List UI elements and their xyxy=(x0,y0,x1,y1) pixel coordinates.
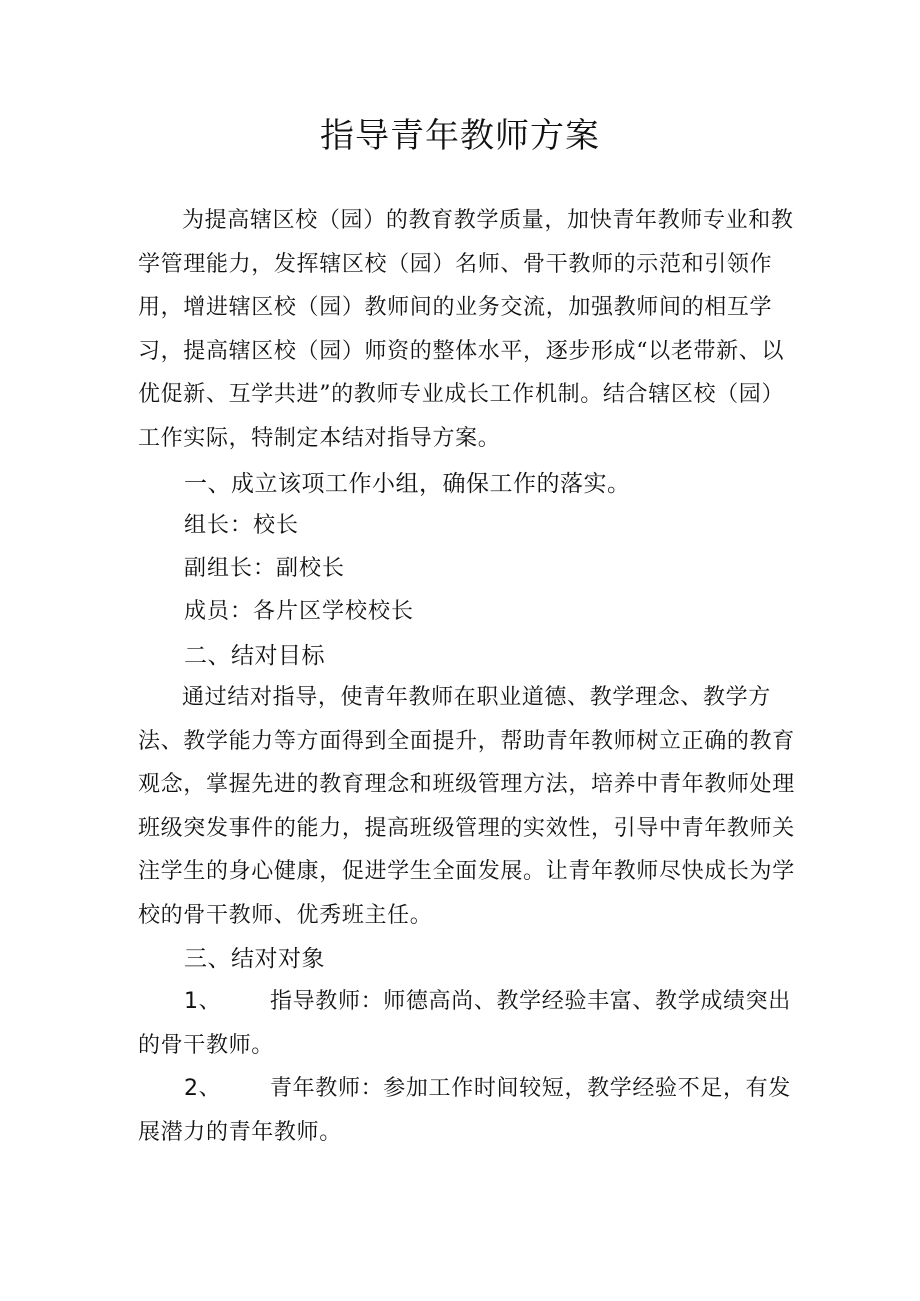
item-number: 1、 xyxy=(184,989,222,1014)
target-item-2 xyxy=(138,1067,798,1155)
section-2-heading: 二、结对目标 xyxy=(184,643,325,669)
members-line: 成员：各片区学校校长 xyxy=(184,599,415,624)
target-item-1 xyxy=(138,980,798,1068)
deputy-leader-line: 副组长：副校长 xyxy=(184,556,346,581)
item-text: 青年教师：参加工作时间较短，教学经验不足，有发展潜力的青年教师。 xyxy=(138,1076,791,1145)
item-number: 2、 xyxy=(184,1076,222,1101)
intro-paragraph: 为提高辖区校（园）的教育教学质量，加快青年教师专业和教学管理能力，发挥辖区校（园）名师、骨干教师的示范和引领作用，增进辖区校（园）教师间的业务交流，加强教师间的相互学习，提高辖区校（园）师资的整体水平，逐步形成“以老带新、以优促新、互学共进”的教师专业成长工作机制。结合辖区校（园）工作实际，特制定本结对指导方案。 xyxy=(138,208,794,451)
section-2-body: 通过结对指导，使青年教师在职业道德、教学理念、教学方法、教学能力等方面得到全面提升，帮助青年教师树立正确的教育观念，掌握先进的教育理念和班级管理方法，培养中青年教师处理班级突发事件的能力，提高班级管理的实效性，引导中青年教师关注学生的身心健康，促进学生全面发展。让青年教师尽快成长为学校的骨干教师、优秀班主任。 xyxy=(138,685,795,928)
leader-line: 组长：校长 xyxy=(184,513,300,538)
section-3-heading: 三、结对对象 xyxy=(184,946,325,972)
section-1-heading: 一、成立该项工作小组，确保工作的落实。 xyxy=(184,471,631,497)
document-title: 指导青年教师方案 xyxy=(320,116,600,156)
item-text: 指导教师：师德高尚、教学经验丰富、教学成绩突出的骨干教师。 xyxy=(138,989,791,1058)
